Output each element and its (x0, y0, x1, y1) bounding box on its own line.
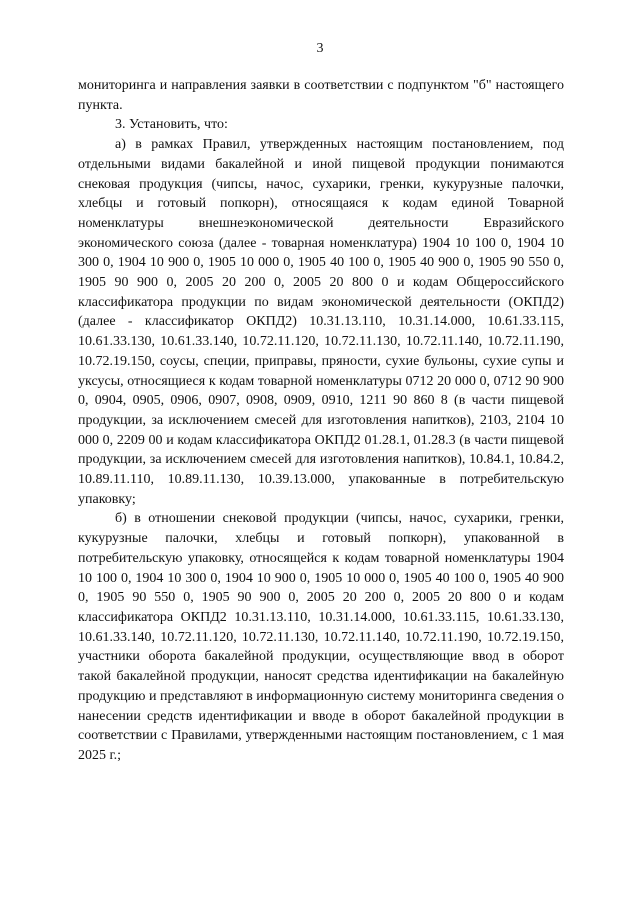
paragraph-subitem-b: б) в отношении снековой продукции (чипсы, начос, сухарики, гренки, кукурузные палочки, хлебцы и готовый попкорн), упакованной в потребительскую упаковку, относящейся к кодам товарной номенклатуры 1904 10 100 0, 1904 10 300 0, 1904 10 900 0, 1905 10 000 0, 1905 40 100 0, 1905 40 900 0, 1905 90 550 0, 1905 90 900 0, 2005 20 200 0, 2005 20 800 0 и кодам классификатора ОКПД2 10.31.13.110, 10.31.14.000, 10.61.33.115, 10.61.33.130, 10.61.33.140, 10.72.11.120, 10.72.11.130, 10.72.11.140, 10.72.11.190, 10.72.19.150, участники оборота бакалейной продукции, осуществляющие ввод в оборот такой бакалейной продукции, наносят средства идентификации на бакалейную продукцию и представляют в информационную систему мониторинга сведения о нанесении средств идентификации и вводе в оборот бакалейной продукции в соответствии с Правилами, утвержденными настоящим постановлением, с 1 мая 2025 г.; (78, 511, 564, 763)
paragraph-continuation: мониторинга и направления заявки в соответствии с подпунктом "б" настоящего пункта. (78, 78, 564, 113)
page-number: 3 (316, 41, 324, 56)
document-body (78, 76, 564, 766)
paragraph-section-3-heading: 3. Установить, что: (115, 117, 228, 133)
paragraph-subitem-a: а) в рамках Правил, утвержденных настоящим постановлением, под отдельными видами бакалейной и иной пищевой продукции понимаются снековая продукция (чипсы, начос, сухарики, гренки, кукурузные палочки, хлебцы и готовый попкорн), относящаяся к кодам единой Товарной номенклатуры внешнеэкономической деятельности Евразийского экономического союза (далее - товарная номенклатура) 1904 10 100 0, 1904 10 300 0, 1904 10 900 0, 1905 10 000 0, 1905 40 100 0, 1905 40 900 0, 1905 90 550 0, 1905 90 900 0, 2005 20 200 0, 2005 20 800 0 и кодам Общероссийского классификатора продукции по видам экономической деятельности (ОКПД2) (далее - классификатор ОКПД2) 10.31.13.110, 10.31.14.000, 10.61.33.115, 10.61.33.130, 10.61.33.140, 10.72.11.120, 10.72.11.130, 10.72.11.140, 10.72.11.190, 10.72.19.150, соусы, специи, приправы, пряности, сухие бульоны, сухие супы и уксусы, относящиеся к кодам товарной номенклатуры 0712 20 000 0, 0712 90 900 0, 0904, 0905, 0906, 0907, 0908, 0909, 0910, 1211 90 860 8 (в части пищевой продукции, за исключением смесей для изготовления напитков), 2103, 2104 10 000 0, 2209 00 и кодам классификатора ОКПД2 01.28.1, 01.28.3 (в части пищевой продукции, за исключением смесей для изготовления напитков), 10.84.1, 10.84.2, 10.89.11.110, 10.89.11.130, 10.39.13.000, упакованные в потребительскую упаковку; (78, 137, 564, 507)
